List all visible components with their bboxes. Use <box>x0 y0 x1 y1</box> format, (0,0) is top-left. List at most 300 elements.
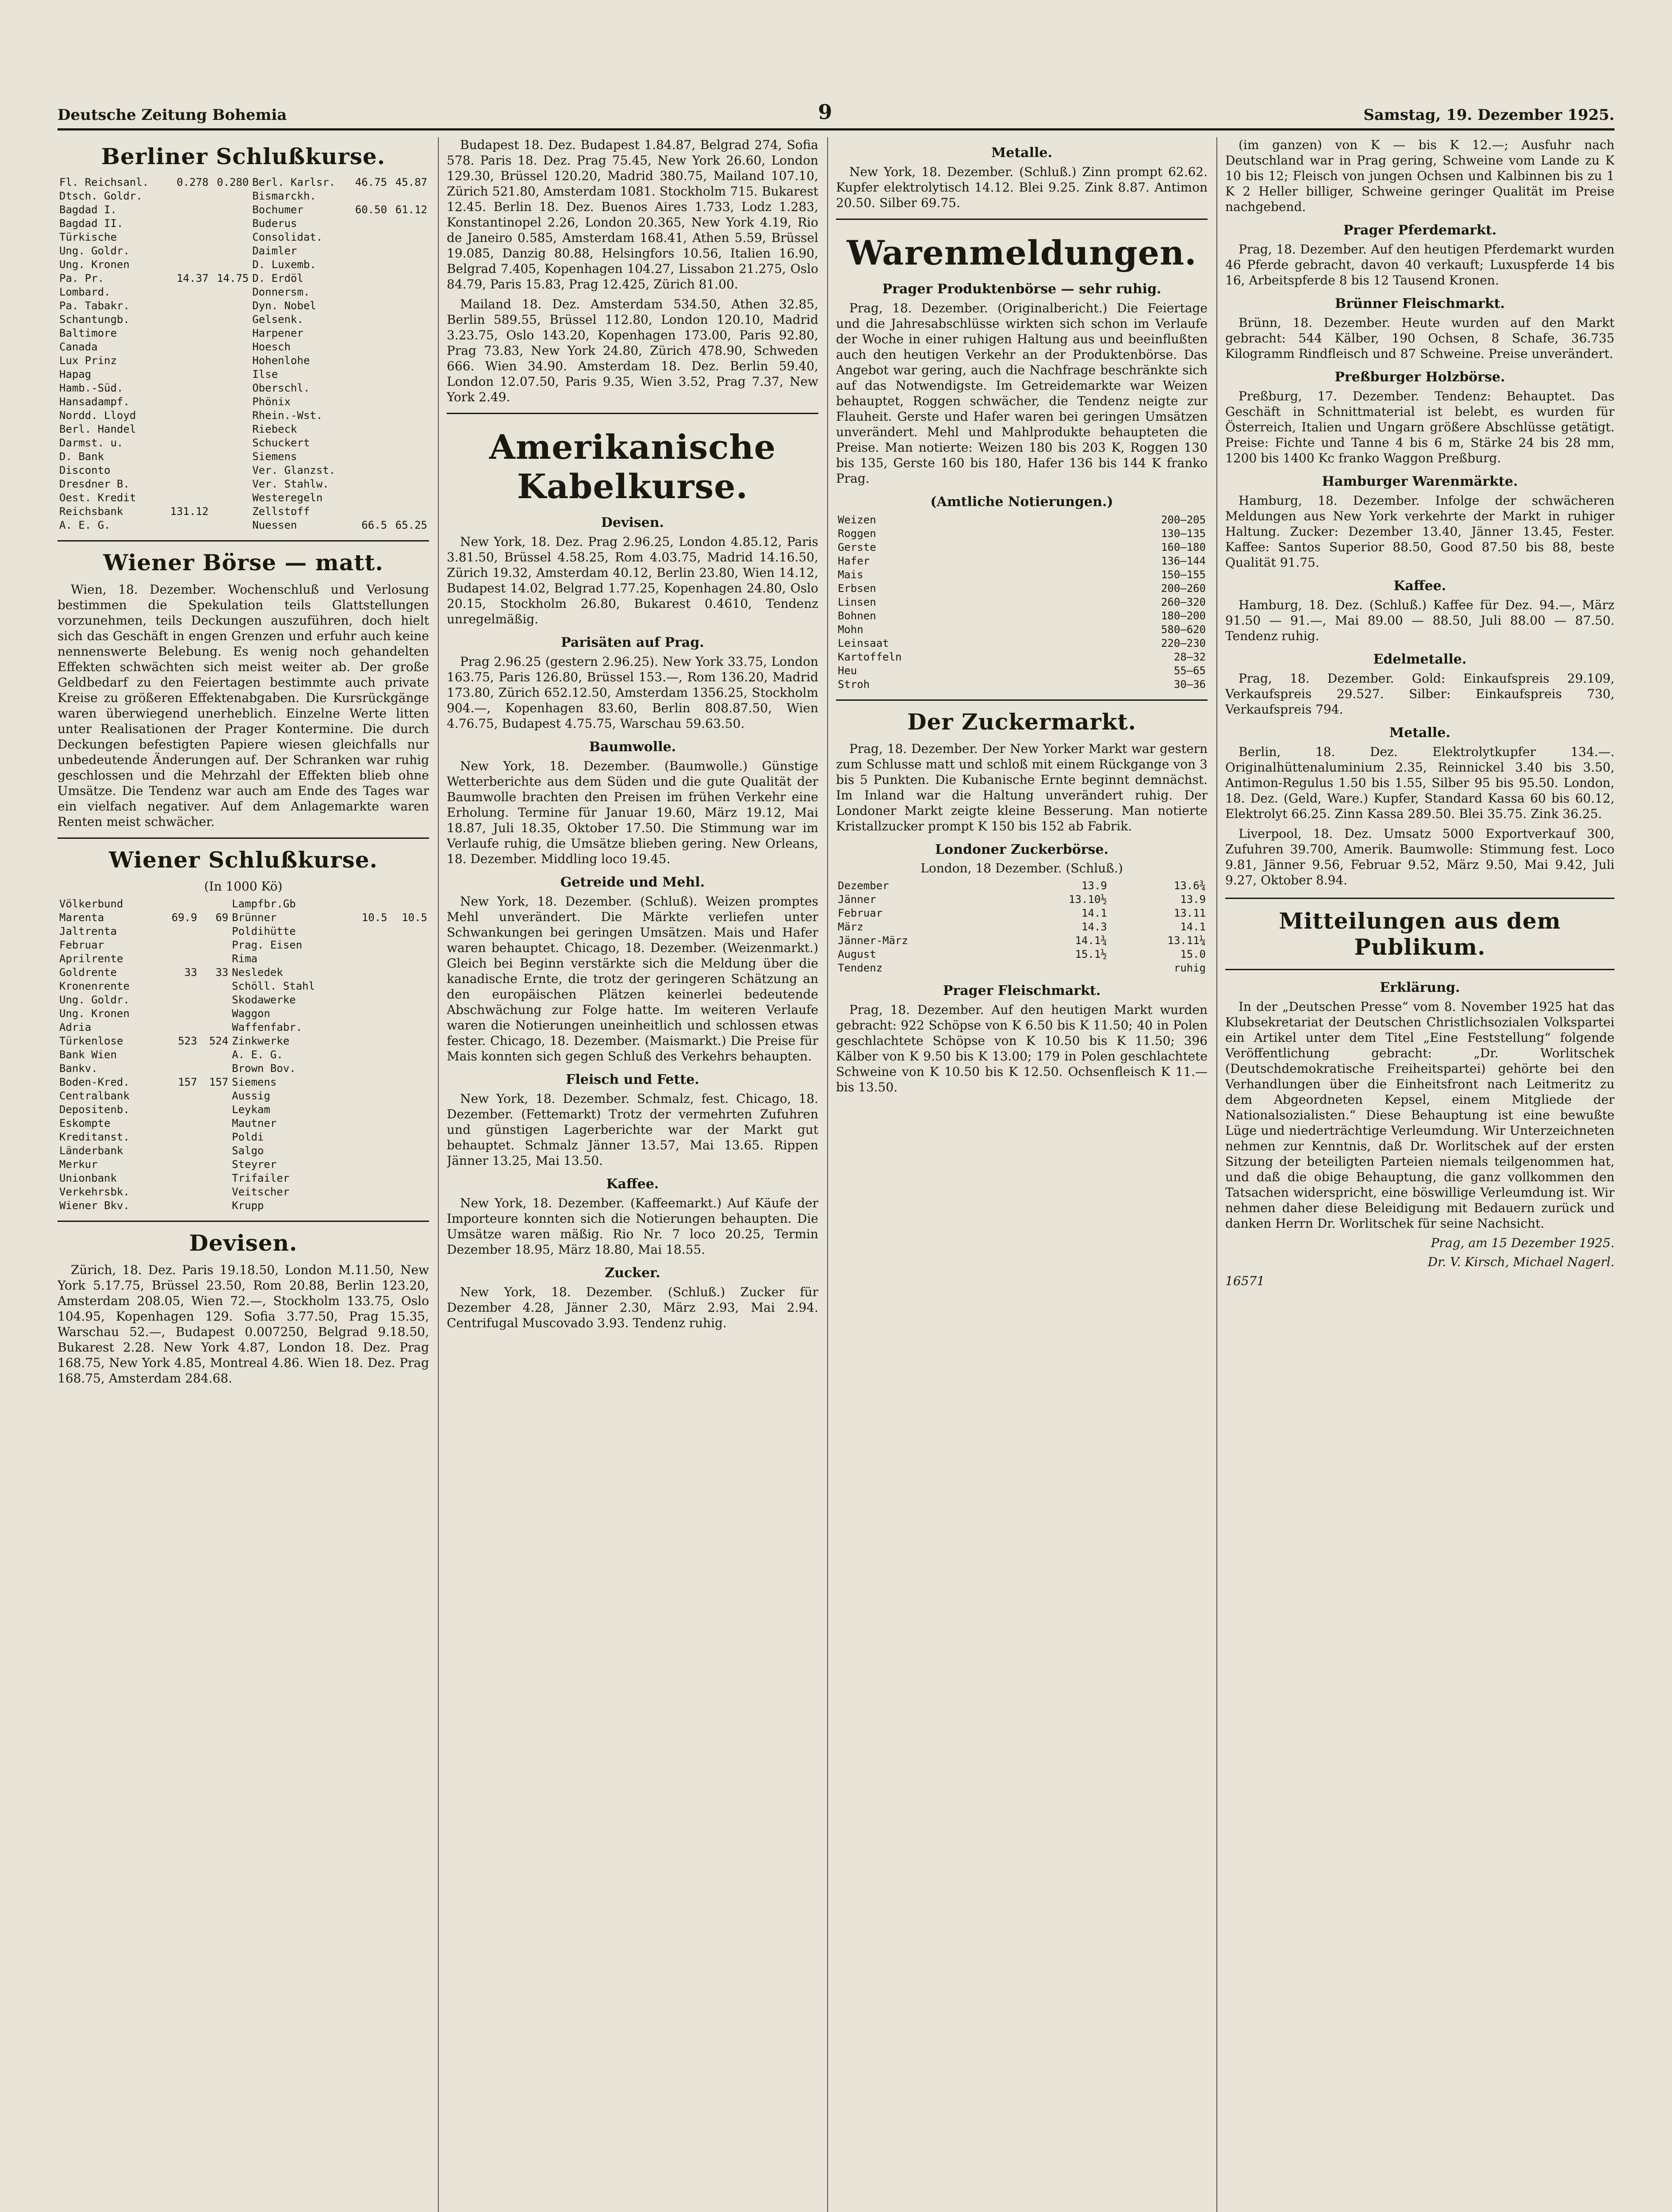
table-cell <box>349 1075 389 1089</box>
table-cell: Fl. Reichsanl. <box>59 176 149 188</box>
table-cell <box>210 203 250 217</box>
table-cell <box>159 1171 199 1185</box>
table-row <box>58 491 429 505</box>
table-cell: Ilse <box>252 368 278 380</box>
table-cell <box>163 217 210 230</box>
table-cell: Rhein.-Wst. <box>252 409 323 422</box>
columns <box>58 137 1614 2212</box>
table-cell: Ver. Stahlw. <box>252 478 329 490</box>
table-cell <box>199 979 230 993</box>
table-row <box>58 897 429 911</box>
table-cell <box>163 368 210 381</box>
table-cell <box>349 381 389 395</box>
table-cell <box>210 299 250 313</box>
table-cell <box>349 1062 389 1075</box>
berliner-title: Berliner Schlußkurse. <box>101 143 386 169</box>
table-cell <box>159 1048 199 1062</box>
table-cell: Jaltrenta <box>59 925 117 937</box>
table-cell: Dresdner B. <box>59 478 130 490</box>
table-cell: August <box>838 948 876 960</box>
table-cell: Dezember <box>838 879 889 892</box>
table-cell <box>210 354 250 368</box>
table-cell <box>349 979 389 993</box>
devisen-title: Devisen. <box>189 1230 298 1256</box>
table-cell <box>210 436 250 450</box>
table-cell: 180—200 <box>1161 610 1206 622</box>
table-cell <box>199 1158 230 1171</box>
table-cell <box>389 897 429 911</box>
table-row <box>836 623 1208 637</box>
table-row <box>836 664 1208 678</box>
table-cell <box>199 938 230 952</box>
table-cell <box>389 952 429 966</box>
table-row <box>58 1048 429 1062</box>
warenmeldungen-title: Warenmeldungen. <box>847 233 1197 273</box>
table-cell: Steyrer <box>232 1158 277 1171</box>
table-row <box>58 1034 429 1048</box>
amtlich-head: (Amtliche Notierungen.) <box>930 494 1113 510</box>
table-cell <box>349 450 389 464</box>
table-cell: Westeregeln <box>252 492 323 504</box>
table-cell: 10.5 <box>402 911 427 924</box>
table-cell <box>389 1007 429 1021</box>
table-cell: Bismarckh. <box>252 190 316 202</box>
table-cell <box>199 1171 230 1185</box>
schluss-title: Wiener Schlußkurse. <box>109 847 378 873</box>
table-cell <box>199 1199 230 1213</box>
table-cell <box>199 925 230 938</box>
table-cell <box>210 477 250 491</box>
devisen-text: Zürich, 18. Dez. Paris 19.18.50, London M.11.50, New York 5.17.75, Brüssel 23.50, Rom 20.88, Berlin 123.20, Amsterdam 208.05, Wien 72.—, Stockholm 133.75, Oslo 104.95, Kopenhagen 129. Sofia 3.77.50, Prag 15.35, Warschau 52.—, Budapest 0.007250, Belgrad 9.18.50, Bukarest 2.28. New York 4.87, London 18. Dez. Prag 168.75, New York 4.85, Montreal 4.86. Wien 18. Dez. Prag 168.75, Amsterdam 284.68. <box>58 1263 429 1386</box>
table-cell <box>389 1062 429 1075</box>
table-cell: Poldihütte <box>232 925 296 937</box>
table-cell <box>163 326 210 340</box>
table-cell <box>210 409 250 422</box>
table-cell <box>389 1130 429 1144</box>
table-cell <box>389 368 429 381</box>
table-cell <box>199 1130 230 1144</box>
table-cell: 65.25 <box>395 519 427 531</box>
table-cell <box>389 436 429 450</box>
table-cell: Februar <box>838 907 883 919</box>
getreide-text: New York, 18. Dezember. (Schluß). Weizen promptes Mehl unverändert. Die Märkte verliefen unter Schwankungen bei geringen Umsätzen. Mais und Hafer waren behauptet. Chicago, 18. Dezember. (Weizenmarkt.) Gleich bei Beginn verstärkte sich die Meldung über die kanadische Ernte, die trotz der geringeren Schätzung an den europäischen Plätzen keinerlei bedeutende Abschwächung zur Folge hatte. Im weiteren Verlaufe waren die Notierungen uneinheitlich und schlossen etwas fester. Chicago, 18. Dezember. (Maismarkt.) Die Preise für Mais konnten sich gegen Schluß des Verkehrs behaupten. <box>447 894 818 1064</box>
table-cell: Ver. Glanzst. <box>252 464 336 476</box>
table-row <box>836 920 1208 934</box>
table-cell <box>349 1034 389 1048</box>
metalle-head: Metalle. <box>991 145 1052 161</box>
table-cell <box>389 340 429 354</box>
table-cell: Kreditanst. <box>59 1131 130 1143</box>
table-cell: Ung. Goldr. <box>59 994 130 1006</box>
table-row <box>836 568 1208 582</box>
table-cell: Phönix <box>252 396 291 408</box>
table-cell: Mohn <box>838 623 863 636</box>
table-cell: Trifailer <box>232 1172 290 1184</box>
table-cell: Hoesch <box>252 341 291 353</box>
table-cell <box>389 381 429 395</box>
notierungen-table <box>836 513 1208 691</box>
table-cell <box>199 993 230 1007</box>
table-cell <box>199 1117 230 1130</box>
pferde-text: Prag, 18. Dezember. Auf den heutigen Pferdemarkt wurden 46 Pferde gebracht, davon 40 verkauft; Luxuspferde 14 bis 16, Arbeitspferde 8 bis 12 Tausend Kronen. <box>1225 242 1614 288</box>
table-cell: 150—155 <box>1161 568 1206 581</box>
table-cell: 13.9 <box>1081 879 1107 892</box>
table-row <box>836 582 1208 595</box>
table-cell <box>163 313 210 326</box>
table-cell: 15.1½ <box>1075 948 1107 960</box>
table-cell: Linsen <box>838 596 876 608</box>
table-cell <box>349 1089 389 1103</box>
table-cell: 13.6¾ <box>1173 879 1206 892</box>
table-cell <box>349 258 389 272</box>
table-row <box>58 477 429 491</box>
table-row <box>58 464 429 477</box>
table-cell <box>389 1144 429 1158</box>
table-cell <box>159 1021 199 1034</box>
table-cell: 14.3 <box>1081 921 1107 933</box>
table-cell: 14.1 <box>1081 907 1107 919</box>
table-cell: Nordd. Lloyd <box>59 409 136 422</box>
table-cell <box>389 993 429 1007</box>
table-cell: ruhig <box>1173 962 1206 974</box>
table-cell <box>389 938 429 952</box>
table-cell <box>349 409 389 422</box>
table-cell <box>389 477 429 491</box>
table-cell: D. Bank <box>59 450 104 463</box>
table-row <box>58 979 429 993</box>
table-cell: Schuckert <box>252 437 310 449</box>
holz-head: Preßburger Holzbörse. <box>1335 369 1505 385</box>
table-cell: 131.12 <box>170 505 209 518</box>
table-cell <box>349 272 389 285</box>
table-cell <box>389 422 429 436</box>
table-cell <box>389 230 429 244</box>
table-cell <box>349 1117 389 1130</box>
running-header <box>58 93 1614 131</box>
table-row <box>836 595 1208 609</box>
table-cell: Hansadampf. <box>59 396 130 408</box>
table-cell: Erbsen <box>838 582 876 595</box>
amsterdam-text: Mailand 18. Dez. Amsterdam 534.50, Athen 32.85, Berlin 589.55, Brüssel 112.80, London 120.10, Madrid 3.23.75, Oslo 143.20, Kopenhagen 173.00, Paris 92.80, Prag 73.83, New York 24.80, Zürich 478.90, Schweden 666. Wien 34.90. Amsterdam 18. Dez. Berlin 59.40, London 12.07.50, Paris 9.35, Wien 3.52, Prag 7.37, New York 2.49. <box>447 297 818 404</box>
table-cell: 15.0 <box>1180 948 1206 960</box>
table-cell: Daimler <box>252 245 297 257</box>
table-cell: 14.37 <box>176 272 209 284</box>
table-cell <box>349 436 389 450</box>
table-cell: Aprilrente <box>59 952 123 965</box>
table-cell <box>163 477 210 491</box>
fleisch-head: Fleisch und Fette. <box>566 1072 699 1087</box>
table-cell: Disconto <box>59 464 111 476</box>
table-cell <box>349 422 389 436</box>
table-cell <box>199 1089 230 1103</box>
table-cell: Merkur <box>59 1158 98 1171</box>
table-cell <box>210 326 250 340</box>
table-cell: Darmst. u. <box>59 437 123 449</box>
waren-text: Hamburg, 18. Dezember. Infolge der schwächeren Meldungen aus New York verkehrte der Markt in ruhiger Haltung. Zucker: Dezember 13.40, Jänner 13.45, Fester. Kaffee: Santos Superior 88.50, Good 87.50 bis 88, beste Qualität 91.75. <box>1225 493 1614 570</box>
table-cell <box>159 897 199 911</box>
table-cell: Siemens <box>232 1076 277 1088</box>
table-cell: Länderbank <box>59 1144 123 1157</box>
kaffee-head: Kaffee. <box>1393 578 1446 594</box>
table-cell: Jänner <box>838 893 876 906</box>
table-cell <box>349 1144 389 1158</box>
table-cell: Eskompte <box>59 1117 111 1129</box>
table-row <box>58 299 429 313</box>
table-cell: 130—135 <box>1161 527 1206 540</box>
table-cell: Goldrente <box>59 966 117 979</box>
table-cell <box>159 1199 199 1213</box>
wiener-text: Wien, 18. Dezember. Wochenschluß und Verlosung bestimmen die Spekulation teils Glattstellungen vorzunehmen, teils Deckungen auszuführen, doch hielt sich das Geschäft in engen Grenzen und erfuhr auch keine nennenswerte Belebung. Es wenig noch gehandelten Effekten schwächten sich meist weiter ab. Der große Geldbedarf zu den Feiertagen bestimmte auch private Kreise zu größeren Effektenabgaben. Die Kursrückgänge waren überwiegend unerheblich. Einzelne Werte litten unter Realisationen der Prager Kontermine. Die durch Deckungen befestigten Papiere wiesen gleichfalls nur unbedeutende Änderungen auf. Der Schranken war ruhig geschlossen und die Mehrzahl der Effekten blieb ohne Umsätze. Die Tendenz war auch am Ende des Tages war ein vielfach negativer. Auf dem Anlagemarkte waren Renten meist schwächer. <box>58 582 429 829</box>
table-cell <box>159 979 199 993</box>
prag-head: Parisäten auf Prag. <box>561 635 704 650</box>
table-cell <box>389 1048 429 1062</box>
table-cell: Brown Bov. <box>232 1062 296 1075</box>
mitteilungen-box <box>1225 898 1614 970</box>
prag-text: Prag 2.96.25 (gestern 2.96.25). New York 33.75, London 163.75, Paris 126.80, Brüssel 153.—, Rom 136.20, Madrid 173.80, Zürich 652.12.50, Amsterdam 1356.25, Stockholm 904.—, Kopenhagen 83.60, Berlin 808.87.50, Wien 4.76.75, Budapest 4.75.75, Warschau 59.63.50. <box>447 654 818 731</box>
table-row <box>58 422 429 436</box>
table-cell: Hapag <box>59 368 92 380</box>
table-cell <box>210 313 250 326</box>
table-cell <box>199 1185 230 1199</box>
table-cell: Unionbank <box>59 1172 117 1184</box>
table-cell <box>349 505 389 518</box>
baumwolle-head: Baumwolle. <box>589 739 676 755</box>
table-row <box>58 176 429 189</box>
table-cell <box>349 299 389 313</box>
mitteilungen-title: Mitteilungen aus dem Publikum. <box>1279 908 1561 960</box>
table-cell <box>199 1021 230 1034</box>
table-cell: Tendenz <box>838 962 883 974</box>
divider <box>836 219 1208 220</box>
table-cell: 46.75 <box>355 176 387 188</box>
table-cell <box>389 1199 429 1213</box>
zucker-text: New York, 18. Dezember. (Schluß.) Zucker für Dezember 4.28, Jänner 2.30, März 2.93, Mai 2.94. Centrifugal Muscovado 3.93. Tendenz ruhig. <box>447 1285 818 1330</box>
table-cell <box>159 1185 199 1199</box>
signature-place: Prag, am 15 Dezember 1925. <box>1430 1236 1614 1250</box>
table-row <box>58 1171 429 1185</box>
table-cell <box>159 952 199 966</box>
table-cell: Verkehrsbk. <box>59 1186 130 1198</box>
table-cell: Bagdad I. <box>59 204 117 216</box>
table-cell: Lampfbr.Gb <box>232 898 296 910</box>
table-cell <box>349 491 389 505</box>
table-cell: Depositenb. <box>59 1103 130 1116</box>
kabelkurse-title: Amerikanische Kabelkurse. <box>489 427 776 506</box>
table-cell: 580—620 <box>1161 623 1206 636</box>
table-cell: Wiener Bkv. <box>59 1199 130 1212</box>
table-cell: Gerste <box>838 541 876 553</box>
table-row <box>58 952 429 966</box>
table-cell <box>349 1158 389 1171</box>
table-cell <box>163 354 210 368</box>
prag-text: Prag, 18. Dezember. (Originalbericht.) Die Feiertage und die Jahresabschlüsse wirkten sich schon im Verlaufe der Woche in einer ruhigen Haltung aus und beeinflußten auch den heutigen Verkehr an der Produktenbörse. Das Angebot war gering, auch die Nachfrage beschränkte sich auf das Notwendigste. Im Getreidemarkte war Weizen behauptet, Roggen schwächer, die Tendenz neigte zur Flauheit. Gerste und Hafer waren bei geringen Umsätzen unverändert. Mehl und Mahlprodukte behaupteten die Preise. Man notierte: Weizen 180 bis 203 K, Roggen 130 bis 135, Gerste 160 bis 180, Hafer 136 bis 144 K franko Prag. <box>836 301 1208 486</box>
zucker-head: Zucker. <box>605 1265 660 1281</box>
table-cell <box>349 368 389 381</box>
table-cell: Hafer <box>838 555 870 567</box>
divider <box>836 699 1208 701</box>
table-cell: 69 <box>215 911 229 924</box>
table-cell <box>389 1117 429 1130</box>
table-cell <box>159 925 199 938</box>
table-cell: Reichsbank <box>59 505 123 518</box>
table-cell <box>159 1062 199 1075</box>
table-cell <box>163 395 210 409</box>
table-cell: 30—36 <box>1173 678 1206 691</box>
london-head: Londoner Zuckerbörse. <box>935 842 1108 857</box>
erklaerung-text: In der „Deutschen Presse“ vom 8. November 1925 hat das Klubsekretariat der Deutschen Christlichsozialen Volkspartei ein Artikel unter dem Titel „Eine Feststellung“ folgende Veröffentlichung gebracht: „Dr. Worlitschek (Deutschdemokratische Freiheitspartei) gehörte bei den Verhandlungen über die Einheitsfront nach Leitmeritz zu dem Abgeordneten Kepsel, einem Mitgliede der Nationalsozialisten.“ Diese Behauptung ist eine bewußte Lüge und niederträchtige Verleumdung. Wir Unterzeichneten nehmen zur Kenntnis, daß Dr. Worlitschek auf der ersten Sitzung der beteiligten Parteien niemals teilgenommen hat, und daß die obige Behauptung, die ganz vollkommen den Tatsachen widerspricht, eine böswillige Verleumdung ist. Wir nehmen daher diese Beleidigung mit Bedauern zurück und danken Herrn Dr. Worlitschek für seine Nachsicht. <box>1225 999 1614 1231</box>
table-cell <box>163 244 210 258</box>
table-cell <box>349 244 389 258</box>
table-cell <box>199 952 230 966</box>
bruenner-text: Brünn, 18. Dezember. Heute wurden auf den Markt gebracht: 544 Kälber, 190 Ochsen, 8 Schafe, 36.735 Kilogramm Rindfleisch und 87 Schweine. Preise unverändert. <box>1225 315 1614 361</box>
table-cell: A. E. G. <box>59 519 111 531</box>
table-cell <box>389 1075 429 1089</box>
table-cell <box>210 368 250 381</box>
table-cell: Hamb.-Süd. <box>59 382 123 394</box>
table-row <box>836 554 1208 568</box>
metalle-text: Berlin, 18. Dez. Elektrolytkupfer 134.—. Originalhüttenaluminium 2.35, Reinnickel 3.40 bis 3.50, Antimon-Regulus 1.50 bis 1.55, Silber 95 bis 95.50. London, 18. Dez. (Geld, Ware.) Kupfer, Standard Kassa 60 bis 60.12, Elektrolyt 66.25. Zinn Kassa 289.50. Blei 35.75. Zink 36.25. <box>1225 745 1614 821</box>
table-cell: Riebeck <box>252 423 297 435</box>
table-cell <box>163 422 210 436</box>
table-cell <box>349 1171 389 1185</box>
table-cell <box>163 518 210 532</box>
table-row <box>836 948 1208 961</box>
table-row <box>836 906 1208 920</box>
table-cell: Bank Wien <box>59 1048 117 1061</box>
table-row <box>836 541 1208 554</box>
table-row <box>58 244 429 258</box>
table-row <box>58 381 429 395</box>
table-cell <box>163 299 210 313</box>
table-cell <box>389 464 429 477</box>
table-cell <box>163 189 210 203</box>
table-cell <box>210 230 250 244</box>
table-cell <box>349 477 389 491</box>
table-row <box>58 911 429 925</box>
table-cell: Rima <box>232 952 258 965</box>
table-row <box>58 966 429 979</box>
table-cell <box>163 450 210 464</box>
table-cell <box>349 395 389 409</box>
table-cell <box>389 979 429 993</box>
table-cell: 28—32 <box>1173 651 1206 663</box>
table-cell <box>349 925 389 938</box>
table-cell <box>210 464 250 477</box>
table-cell: 13.10½ <box>1069 893 1107 906</box>
column-4 <box>1225 137 1614 2212</box>
table-cell <box>210 505 250 518</box>
table-row <box>58 272 429 285</box>
table-cell <box>163 203 210 217</box>
divider <box>447 413 818 414</box>
table-row <box>58 1089 429 1103</box>
table-cell: 13.11¼ <box>1167 934 1206 947</box>
column-2 <box>447 137 818 2212</box>
table-cell <box>349 340 389 354</box>
table-cell: Siemens <box>252 450 297 463</box>
table-row <box>58 1185 429 1199</box>
table-cell <box>159 993 199 1007</box>
table-cell: Gelsenk. <box>252 313 303 326</box>
table-cell <box>210 491 250 505</box>
table-cell <box>199 1062 230 1075</box>
table-cell <box>389 505 429 518</box>
table-row <box>58 938 429 952</box>
table-cell: Bankv. <box>59 1062 98 1075</box>
table-cell: 157 <box>209 1076 229 1088</box>
column-3 <box>836 137 1208 2212</box>
table-cell <box>389 925 429 938</box>
table-cell: Schöll. Stahl <box>232 980 315 992</box>
table-cell <box>199 1103 230 1117</box>
table-row <box>58 1158 429 1171</box>
table-cell <box>349 1185 389 1199</box>
bruenner-head: Brünner Fleischmarkt. <box>1335 296 1505 311</box>
table-cell: Consolidat. <box>252 231 323 243</box>
table-cell <box>389 966 429 979</box>
table-cell <box>199 1007 230 1021</box>
table-cell: 13.11 <box>1173 907 1206 919</box>
table-cell: Zellstoff <box>252 505 310 518</box>
table-cell: 55—65 <box>1173 664 1206 677</box>
divider <box>58 540 429 541</box>
fleisch-text: New York, 18. Dezember. Schmalz, fest. Chicago, 18. Dezember. (Fettemarkt) Trotz der vermehrten Zufuhren und günstigen Lagerberichte war der Markt gut behauptet. Schmalz Jänner 13.57, Mai 13.65. Rippen Jänner 13.25, Mai 13.50. <box>447 1091 818 1168</box>
page-number: 9 <box>818 100 832 124</box>
table-cell <box>349 952 389 966</box>
table-row <box>58 1199 429 1213</box>
table-cell <box>389 299 429 313</box>
table-cell <box>210 450 250 464</box>
edelmetalle-text: Prag, 18. Dezember. Gold: Einkaufspreis 29.109, Verkaufspreis 29.527. Silber: Einkaufspreis 730, Verkaufspreis 794. <box>1225 671 1614 717</box>
table-row <box>58 313 429 326</box>
table-cell: Krupp <box>232 1199 264 1212</box>
table-row <box>836 527 1208 541</box>
table-cell: Bohnen <box>838 610 876 622</box>
table-cell <box>159 1007 199 1021</box>
table-cell: Harpener <box>252 327 303 339</box>
table-row <box>58 925 429 938</box>
table-cell: Salgo <box>232 1144 264 1157</box>
header-paper-name: Deutsche Zeitung Bohemia <box>58 106 287 124</box>
table-cell <box>210 285 250 299</box>
zuckermarkt-text: Prag, 18. Dezember. Der New Yorker Markt war gestern zum Schlusse matt und schloß mit einem Rückgange von 3 bis 5 Punkten. Die Kubanische Ernte beginnt demnächst. Im Inland war die Haltung unverändert ruhig. Der Londoner Markt zeigte kleine Besserung. Man notierte Kristallzucker prompt K 150 bis 152 ab Fabrik. <box>836 741 1208 833</box>
table-cell <box>389 1034 429 1048</box>
table-cell <box>349 354 389 368</box>
erklaerung-head: Erklärung. <box>1380 980 1460 995</box>
edelmetalle-head: Edelmetalle. <box>1373 652 1467 667</box>
table-cell: Waffenfabr. <box>232 1021 303 1033</box>
table-cell: Ung. Kronen <box>59 258 130 271</box>
table-row <box>836 879 1208 893</box>
table-cell: Ung. Goldr. <box>59 245 130 257</box>
table-cell <box>389 244 429 258</box>
table-cell <box>210 244 250 258</box>
table-cell <box>210 217 250 230</box>
table-cell: D. Luxemb. <box>252 258 316 271</box>
table-cell: Türkische <box>59 231 117 243</box>
table-cell <box>163 409 210 422</box>
fleisch-head: Prager Fleischmarkt. <box>943 983 1101 998</box>
table-cell: Schantungb. <box>59 313 130 326</box>
table-row <box>836 513 1208 527</box>
table-cell: 523 <box>178 1035 197 1047</box>
table-cell <box>163 381 210 395</box>
table-cell: 157 <box>178 1076 197 1088</box>
table-cell: Mais <box>838 568 863 581</box>
table-cell: Oest. Kredit <box>59 492 136 504</box>
table-cell: D. Erdöl <box>252 272 303 284</box>
holz-text: Preßburg, 17. Dezember. Tendenz: Behauptet. Das Geschäft in Schnittmaterial ist belebt, es wurden für Österreich, Italien und Ungarn größere Abschlüsse getätigt. Preise: Fichte und Tanne 4 bis 6 m, Stärke 24 bis 28 mm, 1200 bis 1400 Kc franko Waggon Preßburg. <box>1225 389 1614 465</box>
